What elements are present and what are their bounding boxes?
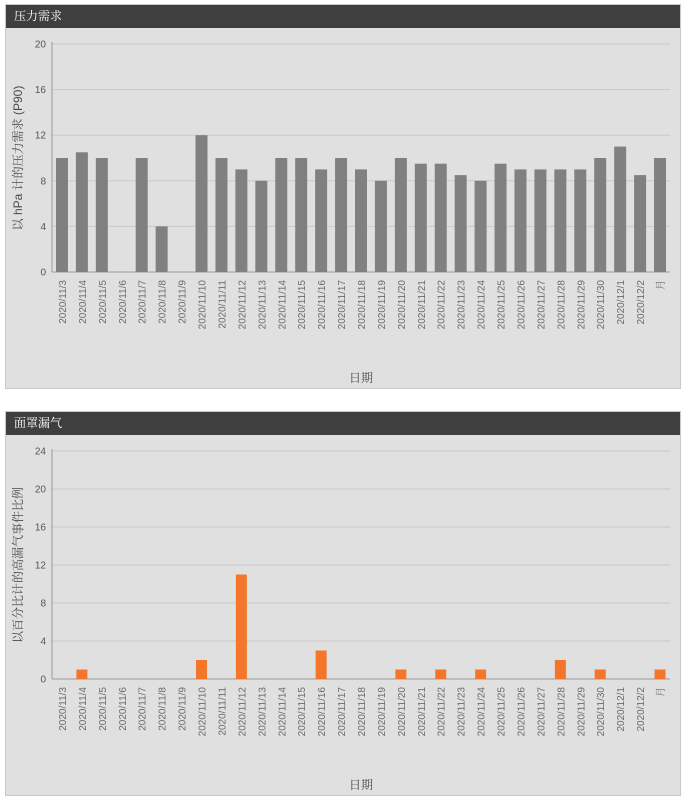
bar (335, 158, 347, 272)
bar (235, 169, 247, 272)
x-tick-label: 2020/11/8 (157, 280, 169, 324)
x-tick-label: 2020/11/17 (337, 687, 349, 737)
y-tick-label: 4 (40, 221, 46, 233)
panel-title-mask-leak: 面罩漏气 (6, 412, 680, 435)
x-tick-label: 2020/11/18 (357, 687, 368, 737)
x-tick-label: 2020/11/3 (57, 280, 69, 324)
x-tick-label: 2020/11/12 (237, 280, 249, 330)
x-tick-label: 2020/11/7 (137, 687, 149, 731)
bar (215, 158, 227, 272)
x-tick-label: 2020/11/18 (357, 280, 368, 330)
bar (375, 181, 387, 272)
x-tick-label: 2020/12/1 (616, 687, 628, 732)
x-tick-label: 2020/11/3 (57, 687, 69, 731)
x-tick-label: 2020/11/25 (496, 687, 508, 737)
x-tick-label: 2020/11/24 (476, 687, 488, 737)
x-tick-label: 2020/11/29 (576, 280, 588, 330)
x-axis-title: 日期 (348, 371, 374, 385)
bar (76, 670, 87, 680)
bar (236, 575, 247, 680)
x-tick-label: 2020/11/28 (556, 280, 568, 330)
bar (654, 158, 666, 272)
bar-chart-pressure-demand (6, 28, 680, 388)
bar (415, 164, 427, 272)
x-tick-label: 2020/11/8 (157, 687, 169, 731)
panel-spacer (0, 389, 686, 407)
x-tick-label: 2020/11/5 (97, 280, 109, 324)
x-tick-label: 2020/11/16 (317, 280, 329, 330)
x-tick-label: 2020/11/4 (77, 280, 89, 324)
y-tick-label: 24 (34, 446, 46, 458)
x-tick-label: 2020/11/17 (337, 280, 349, 330)
bar (475, 670, 486, 680)
x-tick-label: 2020/12/2 (636, 280, 648, 325)
x-tick-label: 2020/11/14 (277, 280, 289, 330)
x-tick-label: 月 (656, 280, 668, 290)
x-tick-label: 2020/11/21 (416, 687, 428, 737)
y-tick-label: 12 (34, 130, 46, 142)
bar (574, 169, 586, 272)
x-tick-label: 2020/11/27 (536, 280, 548, 330)
x-tick-label: 月 (656, 687, 668, 697)
bar (455, 175, 467, 272)
x-tick-label: 2020/11/25 (496, 280, 508, 330)
bar (554, 169, 566, 272)
x-tick-label: 2020/11/11 (217, 687, 229, 736)
bar (315, 169, 327, 272)
x-tick-label: 2020/11/26 (516, 280, 528, 330)
bar (395, 158, 407, 272)
x-tick-label: 2020/11/6 (117, 280, 129, 324)
bar-chart-mask-leak (6, 435, 680, 795)
bar (196, 135, 208, 272)
x-tick-label: 2020/11/19 (376, 280, 388, 330)
bar (435, 670, 446, 680)
bar (595, 670, 606, 680)
bar (275, 158, 287, 272)
bar (555, 660, 566, 679)
x-tick-label: 2020/11/19 (376, 687, 388, 737)
y-tick-label: 20 (34, 39, 46, 51)
x-tick-label: 2020/11/9 (177, 280, 189, 324)
y-tick-label: 16 (34, 522, 46, 534)
x-tick-label: 2020/11/10 (197, 687, 209, 737)
bar (634, 175, 646, 272)
x-tick-label: 2020/11/9 (177, 687, 189, 731)
bar (395, 670, 406, 680)
x-tick-label: 2020/11/23 (456, 280, 468, 330)
x-tick-label: 2020/11/21 (416, 280, 428, 330)
y-tick-label: 8 (40, 176, 46, 188)
x-tick-label: 2020/11/14 (277, 687, 289, 737)
bar (255, 181, 267, 272)
x-tick-label: 2020/11/4 (77, 687, 89, 731)
x-tick-label: 2020/11/10 (197, 280, 209, 330)
bar (96, 158, 108, 272)
x-tick-label: 2020/11/27 (536, 687, 548, 737)
bar (355, 169, 367, 272)
y-tick-label: 4 (40, 636, 46, 648)
bar (435, 164, 447, 272)
x-tick-label: 2020/11/13 (257, 687, 269, 737)
x-tick-label: 2020/12/2 (636, 687, 648, 732)
panel-body-mask-leak (6, 435, 680, 795)
y-tick-label: 0 (40, 674, 46, 686)
bar (295, 158, 307, 272)
y-tick-label: 0 (40, 267, 46, 279)
x-tick-label: 2020/11/5 (97, 687, 109, 731)
panel-body-pressure-demand (6, 28, 680, 388)
bar (56, 158, 68, 272)
x-tick-label: 2020/11/22 (436, 280, 448, 330)
y-tick-label: 8 (40, 598, 46, 610)
y-axis-title: 以百分比计的高漏气事件比例 (11, 486, 25, 644)
x-tick-label: 2020/11/7 (137, 280, 149, 324)
x-tick-label: 2020/11/22 (436, 687, 448, 737)
x-tick-label: 2020/11/28 (556, 687, 568, 737)
bar (655, 670, 666, 680)
x-axis-title: 日期 (348, 778, 374, 792)
x-tick-label: 2020/11/30 (596, 687, 608, 737)
y-tick-label: 16 (34, 85, 46, 97)
x-tick-label: 2020/11/15 (297, 280, 309, 330)
x-tick-label: 2020/11/12 (237, 687, 249, 737)
panel-title-pressure-demand: 压力需求 (6, 5, 680, 28)
x-tick-label: 2020/11/6 (117, 687, 129, 731)
y-axis-title: 以 hPa 计的压力需求 (P90) (11, 85, 25, 231)
x-tick-label: 2020/11/29 (576, 687, 588, 737)
bar (136, 158, 148, 272)
bar (614, 147, 626, 272)
x-tick-label: 2020/11/15 (297, 687, 309, 737)
bar (495, 164, 507, 272)
x-tick-label: 2020/11/20 (396, 280, 408, 330)
bar (156, 226, 168, 272)
bar (594, 158, 606, 272)
bar (534, 169, 546, 272)
x-tick-label: 2020/11/13 (257, 280, 269, 330)
y-tick-label: 12 (34, 560, 46, 572)
bar (76, 152, 88, 272)
x-tick-label: 2020/11/20 (396, 687, 408, 737)
bar (475, 181, 487, 272)
x-tick-label: 2020/11/16 (317, 687, 329, 737)
y-tick-label: 20 (34, 484, 46, 496)
bar (316, 651, 327, 680)
x-tick-label: 2020/12/1 (616, 280, 628, 325)
x-tick-label: 2020/11/23 (456, 687, 468, 737)
chart-panel-mask-leak (5, 411, 681, 796)
x-tick-label: 2020/11/24 (476, 280, 488, 330)
x-tick-label: 2020/11/26 (516, 687, 528, 737)
x-tick-label: 2020/11/30 (596, 280, 608, 330)
bar (514, 169, 526, 272)
chart-panel-pressure-demand (5, 4, 681, 389)
x-tick-label: 2020/11/11 (217, 280, 229, 329)
bar (196, 660, 207, 679)
